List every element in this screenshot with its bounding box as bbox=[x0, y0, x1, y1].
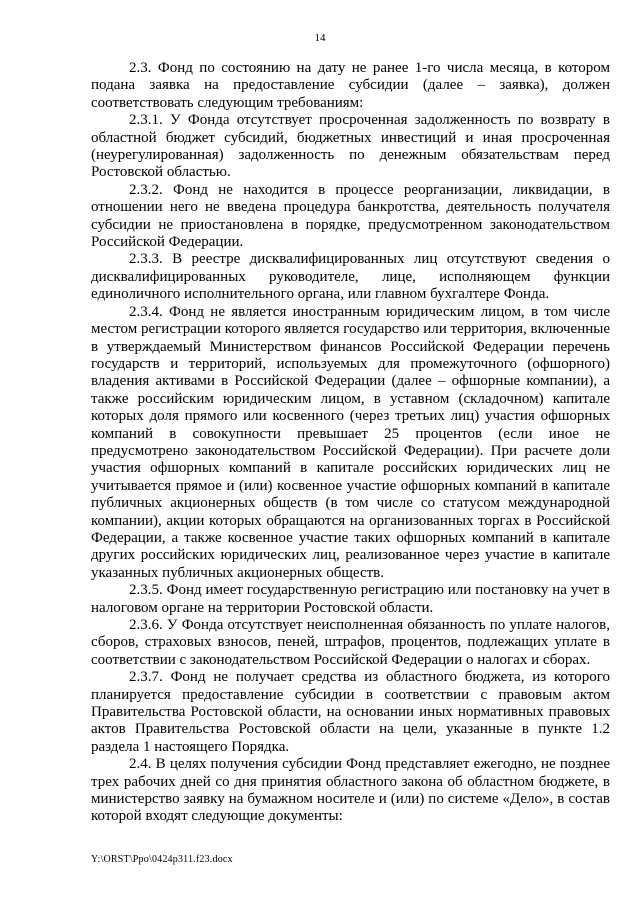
paragraph-2-3-4: 2.3.4. Фонд не является иностранным юридическим лицом, в том числе местом регистрации которого является государство или территория, включенные в утверждаемый Министерством финансов Российской Федерации перечень государств и территорий, используемых для промежуточного (офшорного) владения активами в Российской Федерации (далее – офшорные компании), а также российским юридическим лицом, в уставном (складочном) капитале которых доля прямого или косвенного (через третьих лиц) участия офшорных компаний в совокупности превышает 25 процентов (если иное не предусмотрено законодательством Российской Федерации). При расчете доли участия офшорных компаний в капитале российских юридических лиц не учитывается прямое и (или) косвенное участие офшорных компаний в капитале публичных акционерных обществ (в том числе со статусом международной компании), акции которых обращаются на организованных торгах в Российской Федерации, а также косвенное участие таких офшорных компаний в капитале других российских юридических лиц, реализованное через участие в капитале указанных публичных акционерных обществ. bbox=[91, 303, 611, 581]
file-path-footer: Y:\ORST\Ppo\0424p311.f23.docx bbox=[91, 854, 233, 865]
paragraph-2-3-2: 2.3.2. Фонд не находится в процессе реорганизации, ликвидации, в отношении него не введена процедура банкротства, деятельность получателя субсидии не приостановлена в порядке, предусмотренном законодательством Российской Федерации. bbox=[91, 181, 610, 251]
paragraph-2-3-5: 2.3.5. Фонд имеет государственную регистрацию или постановку на учет в налоговом органе на территории Ростовской области. bbox=[91, 582, 610, 616]
paragraph-2-3-3: 2.3.3. В реестре дисквалифицированных лиц отсутствуют сведения о дисквалифицированных руководителе, лице, исполняющем функции единоличного исполнительного органа, или главном бухгалтере Фонда. bbox=[91, 251, 610, 303]
paragraph-2-3-6: 2.3.6. У Фонда отсутствует неисполненная обязанность по уплате налогов, сборов, страховых взносов, пеней, штрафов, процентов, подлежащих уплате в соответствии с законодательством Российской Федерации о налогах и сборах. bbox=[91, 617, 610, 668]
paragraph-2-3-1: 2.3.1. У Фонда отсутствует просроченная задолженность по возврату в областной бюджет субсидий, бюджетных инвестиций и иная просроченная (неурегулированная) задолженность по денежным обязательствам перед Ростовской областью. bbox=[91, 112, 610, 181]
page-number: 14 bbox=[314, 32, 326, 44]
paragraph-2-4: 2.4. В целях получения субсидии Фонд представляет ежегодно, не позднее трех рабочих дней со дня принятия областного закона об областном бюджете, в министерство заявку на бумажном носителе и (или) по системе «Дело», в состав которой входят следующие документы: bbox=[91, 756, 610, 825]
paragraph-2-3-7: 2.3.7. Фонд не получает средства из областного бюджета, из которого планируется предоставление субсидии в соответствии с правовым актом Правительства Ростовской области, на основании иных нормативных правовых актов Правительства Ростовской области на цели, указанные в пункте 1.2 раздела 1 настоящего Порядка. bbox=[91, 669, 610, 755]
paragraph-2-3: 2.3. Фонд по состоянию на дату не ранее 1-го числа месяца, в котором подана заявка на предоставление субсидии (далее – заявка), должен соответствовать следующим требованиям: bbox=[91, 60, 610, 111]
document-body bbox=[91, 60, 610, 826]
